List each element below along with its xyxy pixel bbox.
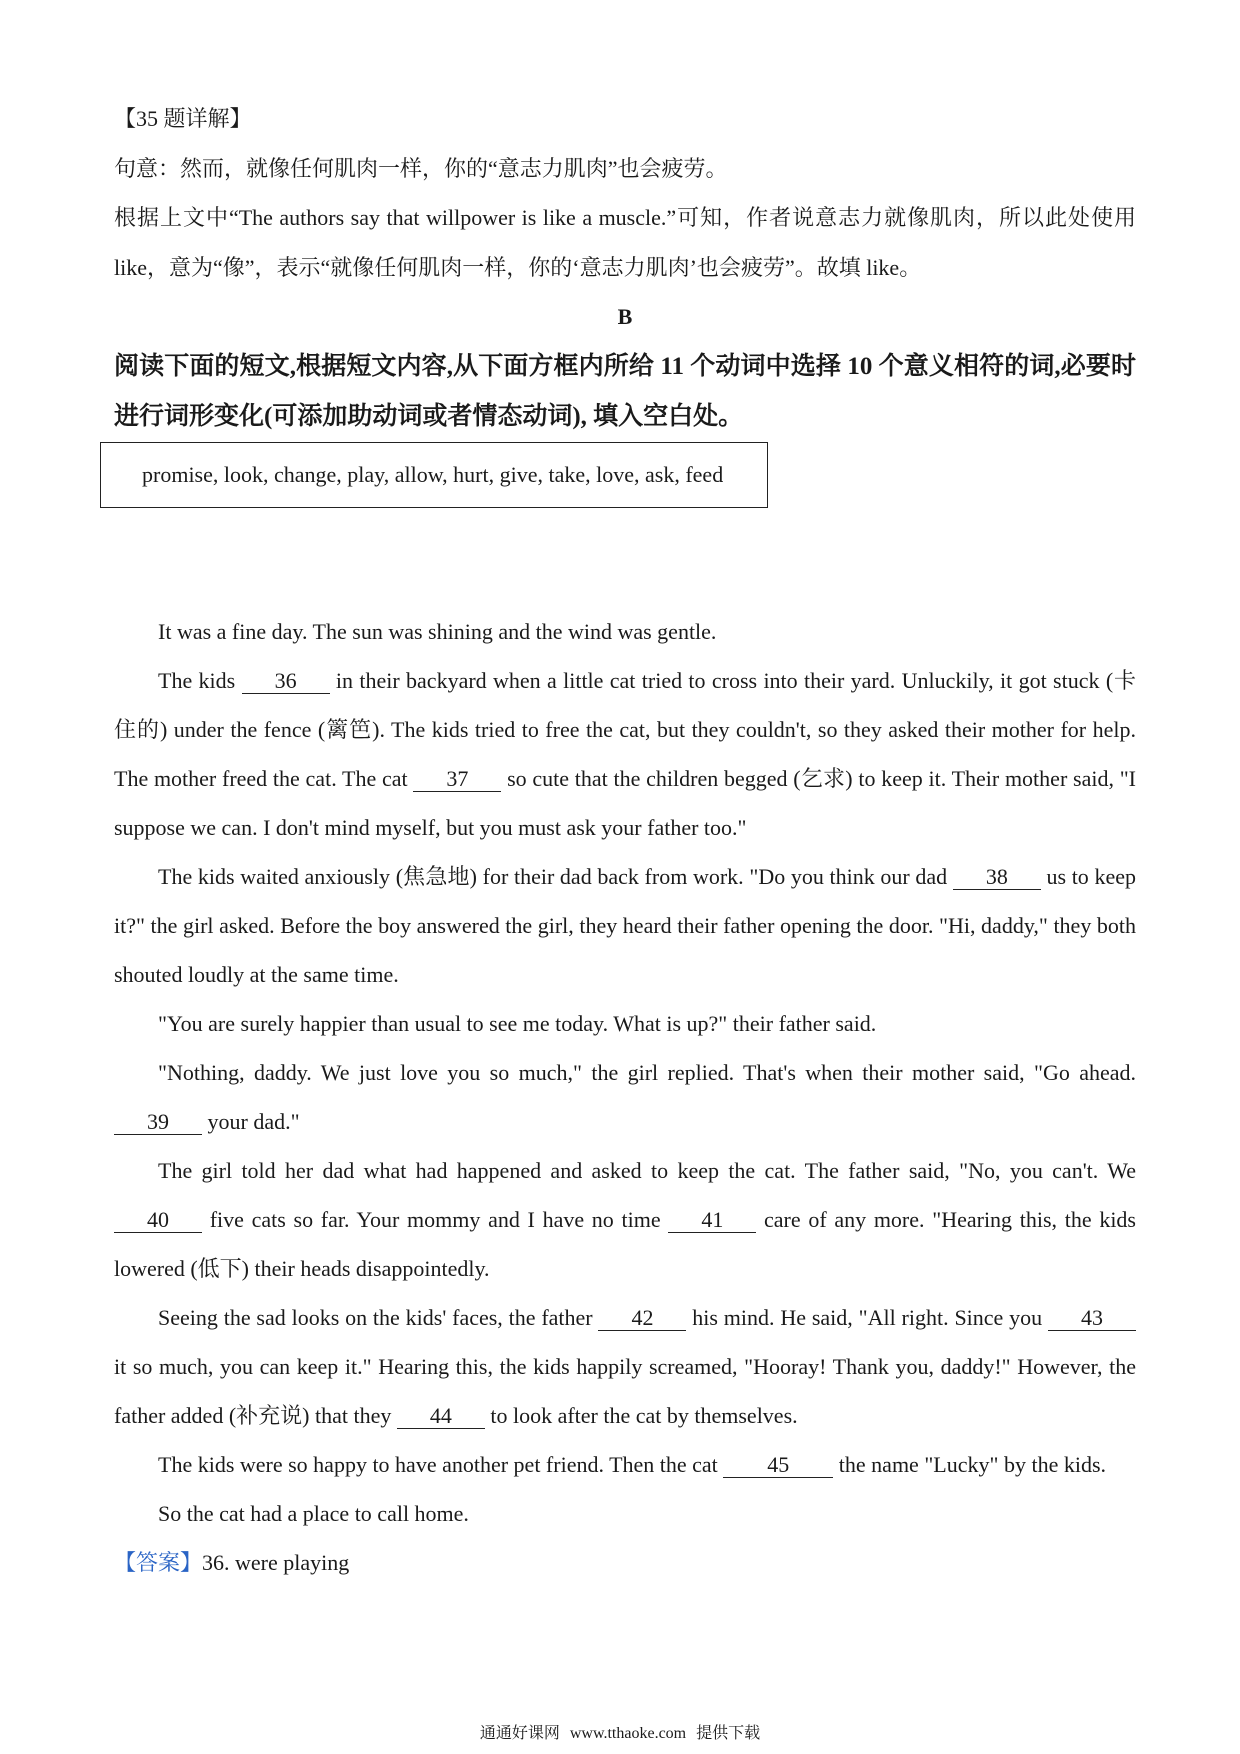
passage-paragraph [114, 1440, 1136, 1489]
passage-text: "Nothing, daddy. We just love you so much," the girl replied. That's when their mother said, "Go ahead. [158, 1059, 1136, 1085]
passage-paragraph [114, 852, 1136, 999]
answer-blank: 38 [953, 865, 1041, 890]
answer-blank: 44 [397, 1404, 485, 1429]
answer-blank: 37 [413, 767, 501, 792]
passage-text: it so much, you can keep it." Hearing this, the kids happily screamed, "Hooray! Thank you, daddy!" However, the father added (补充说) that they [114, 1353, 1136, 1428]
passage-text: in their backyard when a little cat tried to cross into their yard. Unluckily, it got stuck (卡住的) under the fence (篱笆). The kids tried to free the cat, but they couldn't, so they asked their mother for help. The mother freed the cat. The cat [114, 667, 1136, 791]
passage-text: The kids [158, 667, 242, 693]
passage-text: "You are surely happier than usual to see me today. What is up?" their father said. [158, 1010, 877, 1036]
section-label: B [617, 304, 633, 329]
word-bank-box [100, 442, 768, 508]
passage-text: The girl told her dad what had happened and asked to keep the cat. The father said, "No, you can't. We [158, 1157, 1136, 1183]
answer-line [114, 1538, 1136, 1587]
answer-blank: 45 [723, 1453, 833, 1478]
answer-label: 【答案】 [114, 1549, 203, 1575]
answer-text: 36. were playing [202, 1549, 350, 1575]
passage-paragraph [114, 607, 1136, 656]
passage-paragraph [114, 1489, 1136, 1538]
passage-text: so cute that the children begged (乞求) to keep it. Their mother said, "I suppose we can. I don't mind myself, but you must ask your father too." [114, 765, 1136, 840]
footer-watermark: 通通好课网 www.tthaoke.com 提供下载 [479, 1725, 761, 1742]
passage-text: to look after the cat by themselves. [484, 1402, 798, 1428]
passage-text: us to keep it?" the girl asked. Before the boy answered the girl, they heard their father opening the door. "Hi, daddy," they both shouted loudly at the same time. [114, 863, 1136, 987]
explanation-reasoning: 根据上文中“The authors say that willpower is like a muscle.”可知，作者说意志力就像肌肉，所以此处使用 like，意为“像”，表示“就像任何肌肉一样，你的‘意志力肌肉’也会疲劳”。故填 like。 [114, 205, 1136, 280]
passage-paragraph [114, 999, 1136, 1048]
passage-text: The kids waited anxiously (焦急地) for their dad back from work. "Do you think our dad [158, 863, 953, 889]
explanation-sentence-meaning: 句意：然而，就像任何肌肉一样，你的“意志力肌肉”也会疲劳。 [114, 155, 728, 181]
answer-blank: 41 [668, 1208, 756, 1233]
explanation-heading: 【35 题详解】 [114, 106, 252, 131]
answer-blank: 39 [114, 1110, 202, 1135]
passage-text: five cats so far. Your mommy and I have no time [202, 1206, 669, 1232]
answer-blank: 36 [242, 669, 330, 694]
passage-text: Seeing the sad looks on the kids' faces, the father [158, 1304, 599, 1330]
passage-text: The kids were so happy to have another pet friend. Then the cat [158, 1451, 724, 1477]
word-bank-text: promise, look, change, play, allow, hurt, give, take, love, ask, feed [142, 461, 724, 487]
passage-paragraph [114, 1048, 1136, 1146]
answer-blank: 40 [114, 1208, 202, 1233]
passage-text: his mind. He said, "All right. Since you [686, 1304, 1048, 1330]
passage-text: care of any more. "Hearing this, the kids lowered (低下) their heads disappointedly. [114, 1206, 1136, 1281]
passage-text: the name "Lucky" by the kids. [833, 1451, 1107, 1477]
document-body [114, 94, 1136, 1587]
passage [114, 607, 1136, 1538]
passage-paragraph [114, 1146, 1136, 1293]
section-instructions: 阅读下面的短文,根据短文内容,从下面方框内所给 11 个动词中选择 10 个意义相符的词,必要时进行词形变化(可添加助动词或者情态动词), 填入空白处。 [114, 352, 1136, 430]
answer-blank: 42 [598, 1306, 686, 1331]
passage-text: your dad." [202, 1108, 300, 1134]
passage-text: So the cat had a place to call home. [158, 1500, 469, 1526]
passage-paragraph [114, 656, 1136, 852]
passage-text: It was a fine day. The sun was shining and the wind was gentle. [158, 618, 717, 644]
passage-paragraph [114, 1293, 1136, 1440]
answer-blank: 43 [1048, 1306, 1136, 1331]
